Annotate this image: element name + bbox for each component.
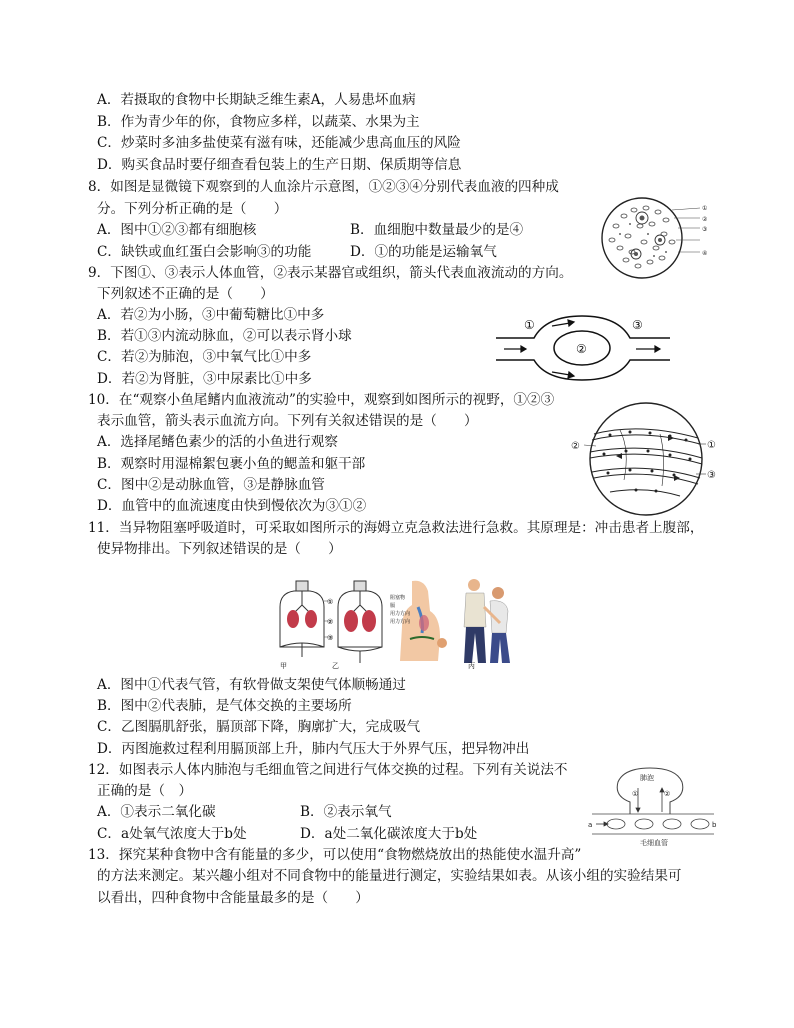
q10-stem-line2: 表示血管，箭头表示血流方向。下列有关叙述错误的是（ ） <box>97 413 478 429</box>
q10-option-a: A．选择尾鳍色素少的活的小鱼进行观察 <box>97 434 338 450</box>
blood-label-2: ② <box>702 216 708 223</box>
q9-option-b: B．若①③内流动脉血，②可以表示肾小球 <box>97 328 352 344</box>
vessel-label-1: ① <box>524 318 535 332</box>
q7-option-b: B．作为青少年的你，食物应多样，以蔬菜、水果为主 <box>97 114 420 130</box>
q11-stem-line1: 11．当异物阻塞呼吸道时，可采取如图所示的海姆立克急救法进行急救。其原理是：冲击患者上腹部， <box>88 520 704 536</box>
vessel-label-2: ② <box>571 441 580 452</box>
q7-option-d: D．购买食品时要仔细查看包装上的生产日期、保质期等信息 <box>97 157 462 173</box>
q13-stem-line2: 的方法来测定。某兴趣小组对不同食物中的能量进行测定，实验结果如表。从该小组的实验结果可 <box>97 868 682 884</box>
q13-stem-line1: 13．探究某种食物中含有能量的多少，可以使用“食物燃烧放出的热能使水温升高” <box>88 847 582 863</box>
q9-stem-line2: 下列叙述不正确的是（ ） <box>97 286 274 302</box>
q12-option-a: A．①表示二氧化碳 <box>97 804 216 820</box>
q12-stem-line1: 12．如图表示人体内肺泡与毛细血管之间进行气体交换的过程。下列有关说法不 <box>88 762 568 778</box>
end-label-b: b <box>712 821 717 829</box>
q8-stem-line1: 8．如图是显微镜下观察到的人血涂片示意图，①②③④分别代表血液的四种成 <box>88 179 559 195</box>
organ-label-2: ② <box>576 342 587 356</box>
blood-label-1: ① <box>702 205 708 212</box>
blood-label-4: ④ <box>702 250 708 257</box>
q10-option-b: B．观察时用湿棉絮包裹小鱼的鳃盖和躯干部 <box>97 456 366 472</box>
q10-option-c: C．图中②是动脉血管，③是静脉血管 <box>97 477 325 493</box>
heimlich-annotation-obstruction: 阻塞物 <box>390 595 406 601</box>
q7-option-c: C．炒菜时多油多盐使菜有滋有味，还能减少患高血压的风险 <box>97 135 461 151</box>
blood-vessel-organ-figure <box>494 312 674 384</box>
q12-option-d: D．a处二氧化碳浓度大于b处 <box>300 826 478 842</box>
gas-label-1: ① <box>632 790 639 798</box>
heimlich-annotation-diaphragm: 膈 <box>390 603 396 609</box>
q8-option-a: A．图中①②③都有细胞核 <box>97 222 257 238</box>
blood-label-3: ③ <box>702 226 708 233</box>
q13-stem-line3: 以看出，四种食物中含能量最多的是（ ） <box>97 890 369 906</box>
fish-tail-blood-flow-figure <box>570 400 720 518</box>
q9-stem-line1: 9．下图①、③表示人体血管，②表示某器官或组织，箭头代表血液流动的方向。 <box>88 265 573 281</box>
q11-option-c: C．乙图膈肌舒张，膈顶部下降，胸廓扩大，完成吸气 <box>97 719 421 735</box>
q9-option-c: C．若②为肺泡，③中氧气比①中多 <box>97 349 312 365</box>
q8-option-d: D．①的功能是运输氧气 <box>350 244 497 260</box>
q12-option-b: B．②表示氧气 <box>300 804 392 820</box>
q9-option-a: A．若②为小肠，③中葡萄糖比①中多 <box>97 307 325 323</box>
caption-yi: 乙 <box>332 662 339 670</box>
q7-option-a: A．若摄取的食物中长期缺乏维生素A，人易患坏血病 <box>97 92 416 108</box>
q11-option-b: B．图中②代表肺，是气体交换的主要场所 <box>97 698 352 714</box>
gas-label-2: ② <box>664 790 671 798</box>
end-label-a: a <box>588 821 593 829</box>
capillary-label: 毛细血管 <box>640 839 668 847</box>
heimlich-annotation-force-1: 用力方向 <box>390 611 411 617</box>
q12-stem-line2: 正确的是（ ） <box>97 783 193 799</box>
blood-smear-figure <box>596 196 720 280</box>
vessel-label-3: ③ <box>632 318 643 332</box>
vessel-label-1: ① <box>707 440 716 451</box>
heimlich-annotation-force-2: 用力方向 <box>390 619 411 625</box>
q8-option-b: B．血细胞中数量最少的是④ <box>350 222 524 238</box>
q10-option-d: D．血管中的血流速度由快到慢依次为③①② <box>97 498 367 514</box>
heimlich-label-1: ① <box>327 598 334 606</box>
q11-option-a: A．图中①代表气管，有软骨做支架使气体顺畅通过 <box>97 677 406 693</box>
alveolus-label: 肺泡 <box>640 774 654 782</box>
q10-stem-line1: 10．在“观察小鱼尾鳍内血液流动”的实验中，观察到如图所示的视野，①②③ <box>88 392 555 408</box>
heimlich-label-2: ② <box>327 618 334 626</box>
q11-stem-line2: 使异物排出。下列叙述错误的是（ ） <box>97 541 342 557</box>
heimlich-figure <box>272 577 526 669</box>
caption-bing: 丙 <box>468 662 475 670</box>
q9-option-d: D．若②为肾脏，③中尿素比①中多 <box>97 371 312 387</box>
caption-jia: 甲 <box>280 662 287 670</box>
vessel-label-3: ③ <box>707 470 716 481</box>
q8-stem-line2: 分。下列分析正确的是（ ） <box>97 201 288 217</box>
q8-option-c: C．缺铁或血红蛋白会影响③的功能 <box>97 244 312 260</box>
q12-option-c: C．a处氧气浓度大于b处 <box>97 826 247 842</box>
heimlich-label-3: ③ <box>327 634 334 642</box>
alveolus-capillary-figure <box>588 766 718 848</box>
q11-option-d: D．丙图施救过程利用膈顶部上升，肺内气压大于外界气压，把异物冲出 <box>97 741 530 757</box>
